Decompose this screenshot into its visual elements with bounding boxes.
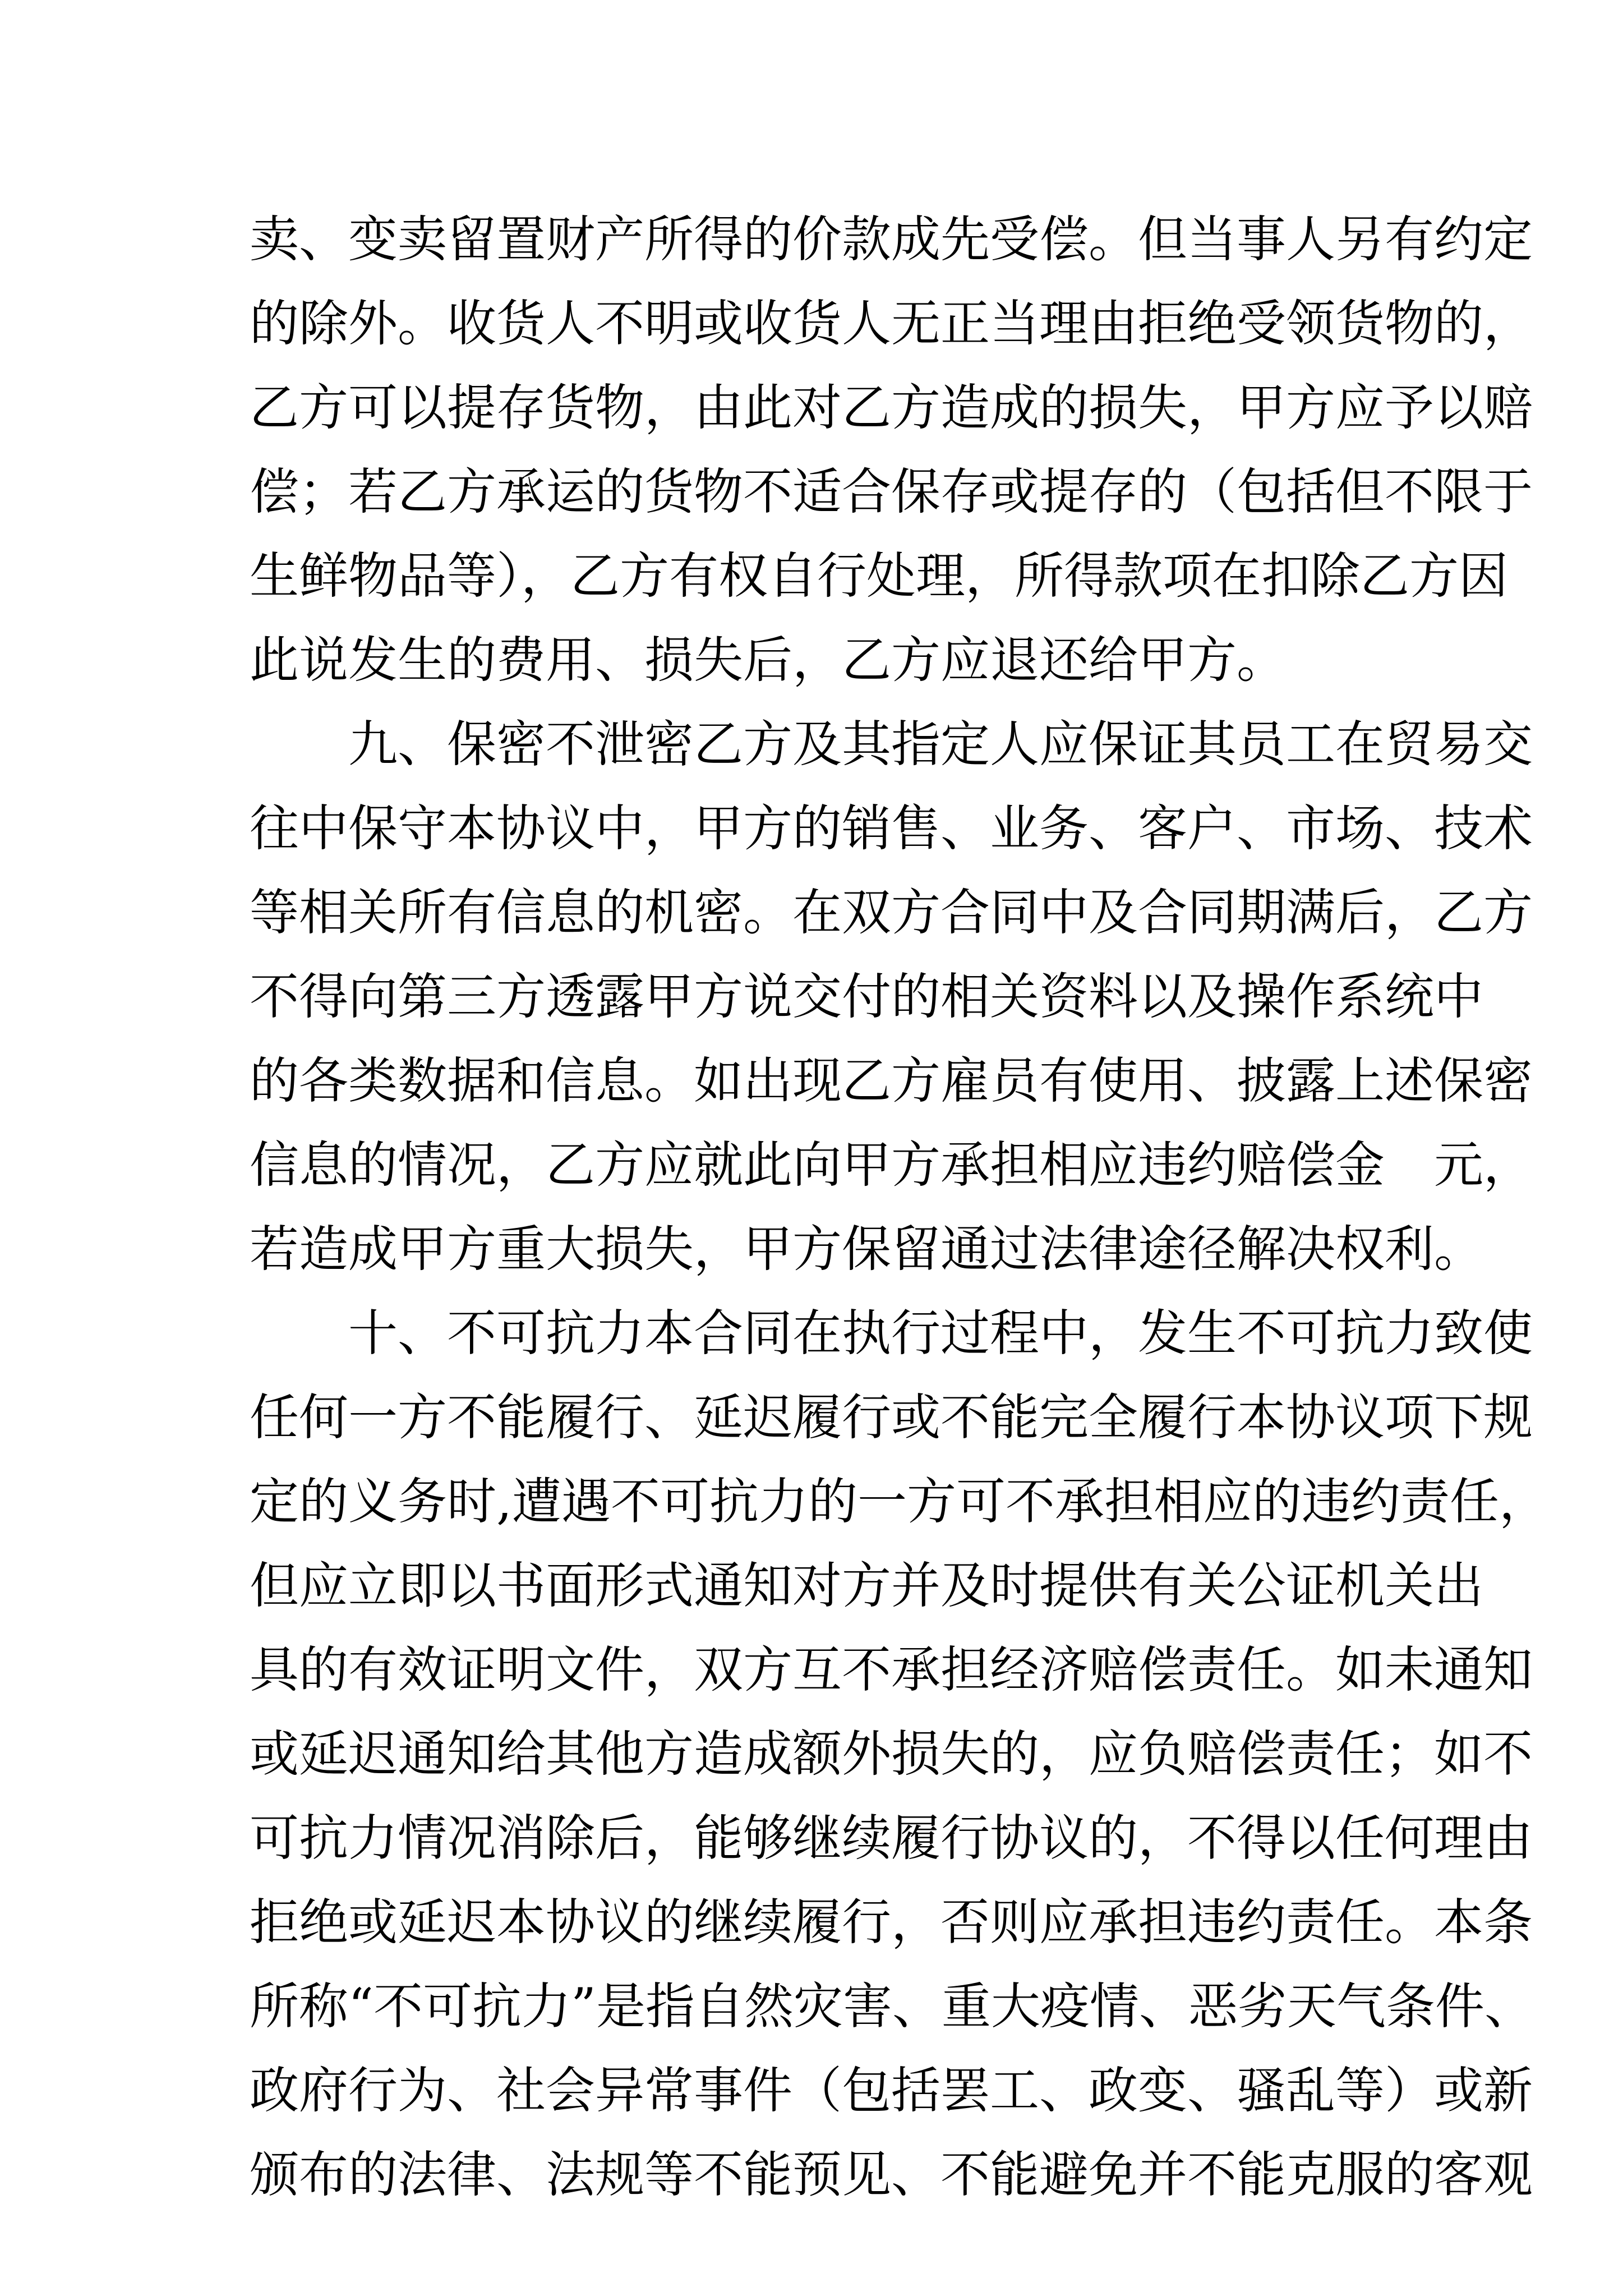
text-line: 可抗力情况消除后，能够继续履行协议的，不得以任何理由: [250, 1809, 1533, 1867]
text-line: 定的义务时,遭遇不可抗力的一方可不承担相应的违约责任，: [250, 1473, 1548, 1530]
text-line: 信息的情况，乙方应就此向甲方承担相应违约赔偿金 元，: [250, 1136, 1533, 1194]
text-line: 所称“不可抗力”是指自然灾害、重大疫情、恶劣天气条件、: [250, 1977, 1534, 2035]
text-line: 十、不可抗力本合同在执行过程中，发生不可抗力致使: [250, 1304, 1533, 1362]
text-line: 或延迟通知给其他方造成额外损失的，应负赔偿责任；如不: [250, 1725, 1533, 1783]
text-line: 乙方可以提存货物，由此对乙方造成的损失，甲方应予以赔: [250, 379, 1533, 436]
text-line: 的除外。收货人不明或收货人无正当理由拒绝受领货物的，: [250, 295, 1533, 352]
text-line: 但应立即以书面形式通知对方并及时提供有关公证机关出: [250, 1557, 1484, 1614]
text-line: 卖、变卖留置财产所得的价款成先受偿。但当事人另有约定: [250, 210, 1533, 268]
text-line: 具的有效证明文件，双方互不承担经济赔偿责任。如未通知: [250, 1641, 1533, 1699]
text-line: 等相关所有信息的机密。在双方合同中及合同期满后，乙方: [250, 884, 1533, 941]
text-line: 此说发生的费用、损失后，乙方应退还给甲方。: [250, 631, 1287, 689]
text-line: 不得向第三方透露甲方说交付的相关资料以及操作系统中: [250, 968, 1484, 1025]
text-line: 政府行为、社会异常事件（包括罢工、政变、骚乱等）或新: [250, 2062, 1533, 2119]
text-line: 若造成甲方重大损失，甲方保留通过法律途径解决权利。: [250, 1220, 1484, 1278]
body-text: [250, 197, 1548, 2217]
text-line: 的各类数据和信息。如出现乙方雇员有使用、披露上述保密: [250, 1052, 1533, 1110]
text-line: 颁布的法律、法规等不能预见、不能避免并不能克服的客观: [250, 2146, 1533, 2203]
text-line: 生鲜物品等），乙方有权自行处理，所得款项在扣除乙方因: [250, 547, 1509, 605]
text-line: 任何一方不能履行、延迟履行或不能完全履行本协议项下规: [250, 1388, 1533, 1446]
text-line: 九、保密不泄密乙方及其指定人应保证其员工在贸易交: [250, 715, 1533, 773]
text-line: 往中保守本协议中，甲方的销售、业务、客户、市场、技术: [250, 799, 1533, 857]
text-line: 偿；若乙方承运的货物不适合保存或提存的（包括但不限于: [250, 463, 1533, 521]
text-line: 拒绝或延迟本协议的继续履行，否则应承担违约责任。本条: [250, 1893, 1533, 1951]
